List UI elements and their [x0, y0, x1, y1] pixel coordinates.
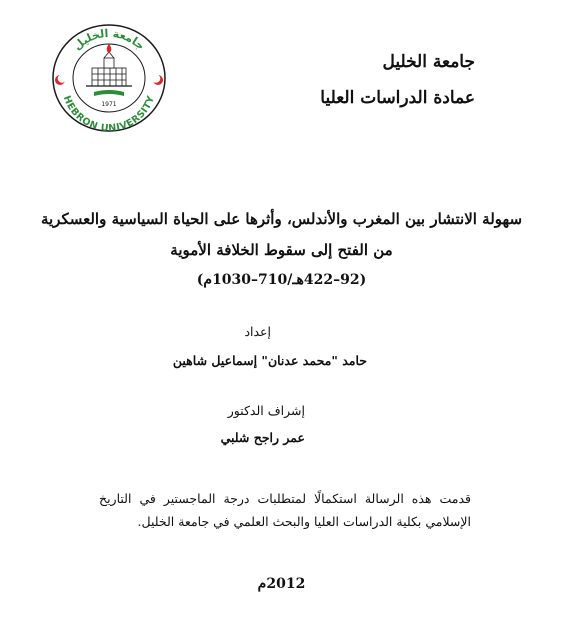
preparation-label: إعداد — [244, 324, 271, 339]
hebron-university-logo — [50, 22, 168, 134]
supervision-label: إشراف الدكتور — [227, 403, 305, 418]
author-name: حامد "محمد عدنان" إسماعيل شاهين — [172, 353, 367, 368]
logo-year: 1971 — [101, 101, 117, 108]
building-icon — [86, 52, 132, 86]
thesis-title-line-1: سهولة الانتشار بين المغرب والأندلس، وأثرها على الحياة السياسية والعسكرية — [40, 210, 523, 228]
flame-icon — [107, 44, 112, 53]
thesis-title-line-2: من الفتح إلى سقوط الخلافة الأموية — [170, 241, 393, 259]
supervisor-name: عمر راجح شلبي — [220, 430, 305, 445]
thesis-title-line-3: (92–422هـ/710–1030م) — [196, 272, 367, 288]
crescent-icon-left — [55, 74, 66, 85]
year: 2012م — [257, 576, 306, 592]
university-name: جامعة الخليل — [382, 52, 475, 72]
deanship-name: عمادة الدراسات العليا — [320, 88, 475, 108]
logo-english-text: HEBRON UNIVERSITY — [60, 94, 158, 134]
crescent-icon-right — [152, 74, 163, 85]
logo-arabic-text: جامعة الخليل — [70, 26, 148, 53]
submission-statement: قدمت هذه الرسالة استكمالًا لمتطلبات درجة الماجستير في التاريخ الإسلامي بكلية الدراسات العليا والبحث العلمي في جامعة الخليل. — [99, 491, 471, 529]
book-icon — [94, 90, 124, 96]
